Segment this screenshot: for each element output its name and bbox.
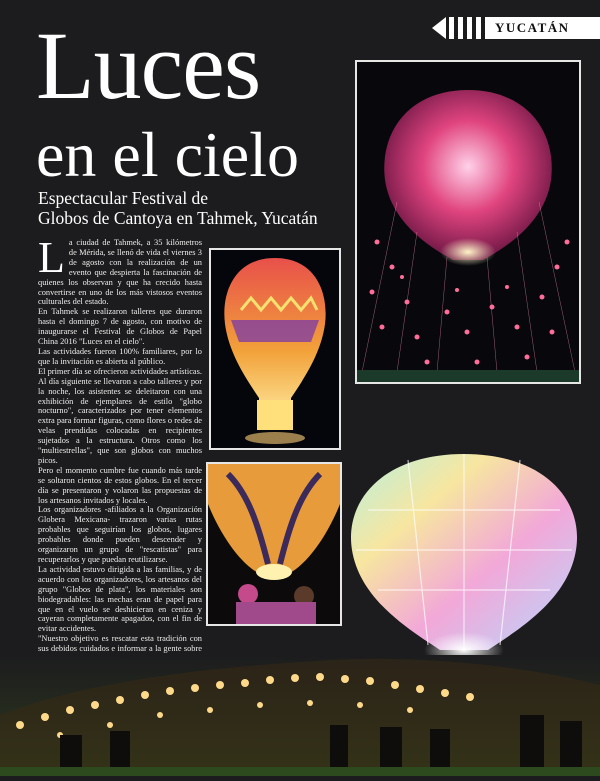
photo-red-balloon (209, 248, 341, 450)
paragraph-5: Pero el momento cumbre fue cuando más tarde se soltaron cientos de estos globos. En el tercer día se presentaron y volaron las propuestas de los artesanos invitados y locales. (38, 465, 202, 505)
article-body (38, 233, 202, 704)
drop-cap: L (38, 233, 65, 282)
paragraph-1 (38, 233, 202, 307)
stripes-decoration (449, 17, 485, 39)
paragraph-1-text: a ciudad de Tahmek, a 35 kilómetros de Mérida, se llenó de vida el viernes 3 de agosto con la realización de un evento que despierta la fascinación de quienes los observan y que ha crecido hasta convertirse en uno de los más vistosos eventos culturales del estado. (38, 238, 202, 307)
paragraph-3: Las actividades fueron 100% familiares, por lo que la invitación es abierta al público. (38, 346, 202, 366)
paragraph-6: Los organizadores -afiliados a la Organización Globera Mexicana- trazaron varias rutas probables que seguirían los globos, lugares probables donde pueden descender y organizaron un grupo de "rescatistas" para recuperarlos y que puedan reutilizarse. (38, 505, 202, 564)
paragraph-4: El primer día se ofrecieron actividades artísticas. Al día siguiente se llevaron a cabo talleres y por la noche, los asistentes se deleitaron con una exhibición de ejemplares de estilo "globo nocturno", caracterizados por tener elementos extra para formar figuras, como flores o redes de velas prendidas colocadas en recipientes sujetados a la estructura. Otros como los "multiestrellas", que son globos con muchos picos. (38, 366, 202, 465)
subtitle-line-2: Globos de Cantoya en Tahmek, Yucatán (38, 208, 318, 228)
photo-balloon-inflating (206, 462, 342, 626)
photo-crowd-lanterns (0, 655, 600, 776)
paragraph-7: La actividad estuvo dirigida a las familias, y de acuerdo con los organizadores, los artesanos del grupo "Globos de plata", los materiales son biodegradables: las mechas eran de papel para que en el vuelo se deshicieran en ceniza y cayeran completamente apagados, con el fin de evitar accidentes. (38, 564, 202, 634)
photo-pastel-balloon (348, 450, 580, 670)
paragraph-2: En Tahmek se realizaron talleres que duraron hasta el domingo 7 de agosto, con motivo de inaugurarse el Festival de Globos de Papel China 2016 "Luces en el cielo". (38, 307, 202, 347)
section-tag (432, 17, 600, 39)
page-title-line-2: en el cielo (36, 119, 299, 190)
paragraph-8: "Nuestro objetivo es rescatar esta tradición con sus debidos cuidados e informar a la gente sobre (38, 634, 202, 654)
section-label: YUCATÁN (485, 17, 600, 39)
page-subtitle (38, 188, 348, 228)
subtitle-line-1: Espectacular Festival de (38, 188, 209, 208)
page-title-line-1: Luces (36, 12, 261, 119)
photo-pink-balloon-net (355, 60, 581, 384)
arrow-left-icon (432, 17, 446, 39)
